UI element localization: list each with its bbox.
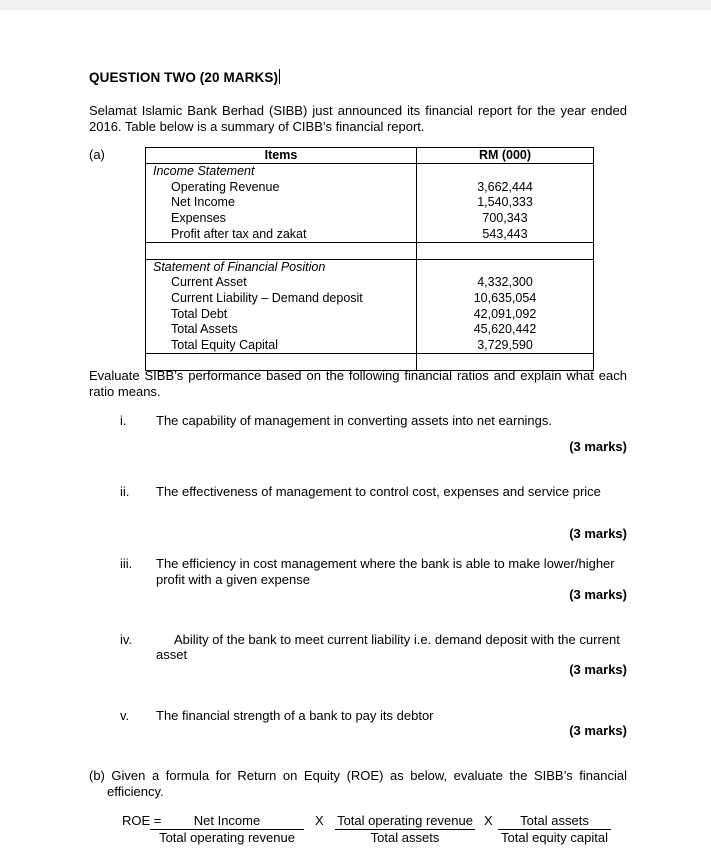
table-row [146, 195, 594, 211]
table-row [146, 259, 594, 275]
row-value: 42,091,092 [417, 306, 594, 322]
intro-line-2: 2016. Table below is a summary of CIBB’s financial report. [89, 119, 425, 134]
row-item: Current Liability – Demand deposit [146, 291, 417, 307]
row-value: 3,729,590 [417, 338, 594, 354]
row-item: Total Equity Capital [146, 338, 417, 354]
table-row [146, 322, 594, 338]
item-number: ii. [120, 484, 130, 499]
item-number: iv. [120, 632, 133, 647]
table-row [146, 211, 594, 227]
fraction-3 [498, 813, 611, 846]
row-item: Operating Revenue [146, 180, 417, 196]
table-row [146, 306, 594, 322]
table-row [146, 180, 594, 196]
table-row-blank [146, 242, 594, 259]
numerator: Total operating revenue [335, 813, 475, 830]
item-text: The efficiency in cost management where the bank is able to make lower/higher [156, 556, 615, 571]
fraction-2 [335, 813, 475, 846]
row-value: 45,620,442 [417, 322, 594, 338]
roe-label: ROE = [122, 813, 162, 828]
item-number: v. [120, 708, 130, 723]
text-cursor [279, 69, 280, 84]
row-item: Expenses [146, 211, 417, 227]
col-header-items: Items [146, 148, 417, 164]
row-value: 3,662,444 [417, 180, 594, 196]
col-header-rm: RM (000) [417, 148, 594, 164]
multiply-sign: X [484, 813, 493, 828]
table-row [146, 226, 594, 242]
row-value: 4,332,300 [417, 275, 594, 291]
denominator: Total operating revenue [159, 830, 295, 845]
marks-label: (3 marks) [569, 662, 627, 677]
item-number: i. [120, 413, 127, 428]
instruction-line-1: Evaluate SIBB’s performance based on the following financial ratios and explain what each [89, 368, 627, 383]
marks-label: (3 marks) [569, 587, 627, 602]
part-b-line-2: efficiency. [107, 784, 164, 799]
financial-position-heading: Statement of Financial Position [146, 259, 417, 275]
item-text: The financial strength of a bank to pay its debtor [156, 708, 434, 723]
item-text-cont: asset [156, 647, 188, 662]
row-item: Current Asset [146, 275, 417, 291]
numerator: Net Income [150, 813, 304, 830]
marks-label: (3 marks) [569, 526, 627, 541]
item-text-cont: profit with a given expense [156, 572, 310, 587]
row-item: Net Income [146, 195, 417, 211]
denominator: Total assets [370, 830, 440, 845]
instruction-line-2: ratio means. [89, 384, 161, 399]
question-title: QUESTION TWO (20 MARKS) [89, 70, 279, 85]
table-row [146, 291, 594, 307]
marks-label: (3 marks) [569, 439, 627, 454]
table-row [146, 164, 594, 180]
row-value: 10,635,054 [417, 291, 594, 307]
row-value: 700,343 [417, 211, 594, 227]
multiply-sign: X [315, 813, 324, 828]
financial-table [145, 147, 594, 371]
item-text: Ability of the bank to meet current liability i.e. demand deposit with the current [174, 632, 620, 647]
item-number: iii. [120, 556, 133, 571]
row-value: 543,443 [417, 226, 594, 242]
table-row [146, 338, 594, 354]
row-value: 1,540,333 [417, 195, 594, 211]
marks-label: (3 marks) [569, 723, 627, 738]
fraction-1 [150, 813, 304, 846]
table-header-row [146, 148, 594, 164]
part-b-line-1: (b) Given a formula for Return on Equity (ROE) as below, evaluate the SIBB’s financial [89, 768, 627, 783]
row-item: Total Debt [146, 306, 417, 322]
income-statement-heading: Income Statement [146, 164, 417, 180]
row-item: Total Assets [146, 322, 417, 338]
item-text: The capability of management in converting assets into net earnings. [156, 413, 553, 428]
row-item: Profit after tax and zakat [146, 226, 417, 242]
intro-line-1: Selamat Islamic Bank Berhad (SIBB) just announced its financial report for the year ended [89, 103, 627, 118]
numerator: Total assets [498, 813, 611, 830]
table-row [146, 275, 594, 291]
item-text: The effectiveness of management to control cost, expenses and service price [156, 484, 601, 499]
part-a-label: (a) [89, 147, 105, 162]
denominator: Total equity capital [501, 830, 608, 845]
